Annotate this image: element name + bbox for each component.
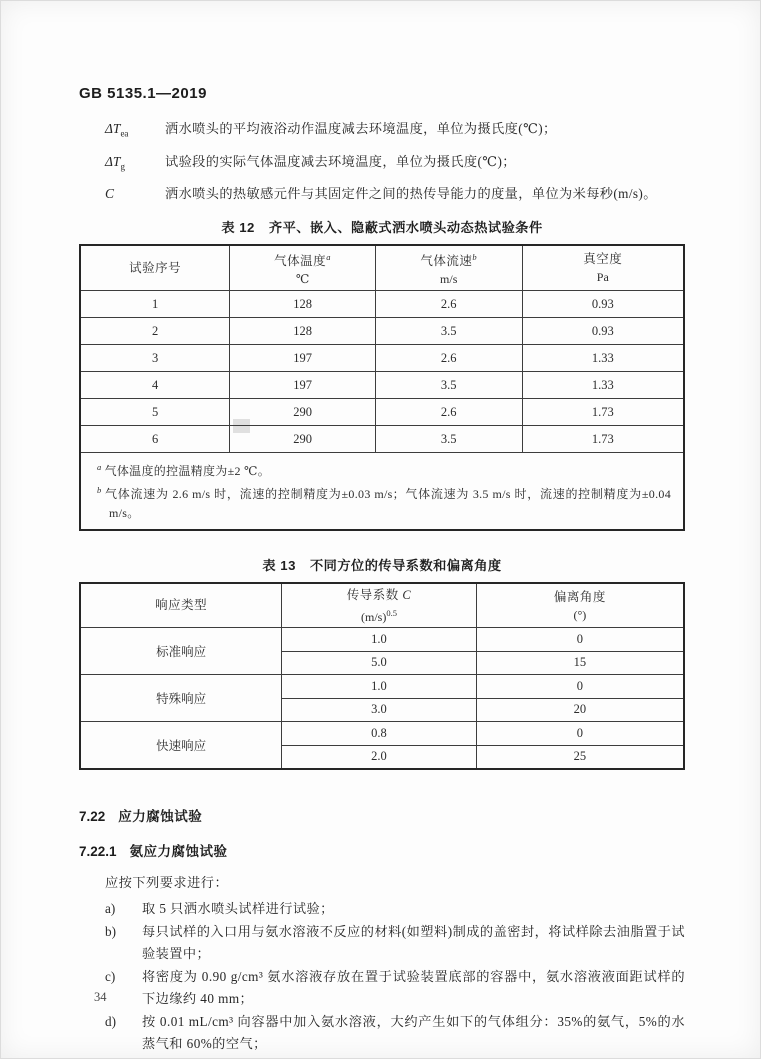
table-13-header-row [80,583,684,628]
column-header-response-type: 响应类型 [80,583,282,628]
column-header-gas-temp: 气体温度$^a$ ℃ [230,245,376,291]
list-item-text: 将密度为 0.90 g/cm³ 氨水溶液存放在置于试验装置底部的容器中，氨水溶液液面距试样的下边缘约 40 mm； [142,968,685,1007]
table-row [80,722,684,746]
cell: 5.0 [282,651,476,675]
cell: 0.93 [522,318,684,345]
column-header-deflection-angle: 偏离角度 (°) [476,583,684,628]
cell: 2 [80,318,230,345]
list-item-marker: b) [105,923,116,939]
cell: 20 [476,698,684,722]
cell: 15 [476,651,684,675]
cell: 6 [80,426,230,453]
table-row [80,399,684,426]
definition-term: $\Delta T_{ea}$ [105,121,129,139]
table-13-caption: 表 13 不同方位的传导系数和偏离角度 [262,558,502,574]
requirement-list [79,898,685,1056]
cell: 3.0 [282,698,476,722]
list-item-text: 取 5 只洒水喷头试样进行试验； [142,901,334,917]
column-header-vacuum: 真空度 Pa [522,245,684,291]
definition-term: C [105,186,115,202]
list-item-text: 每只试样的入口用与氨水溶液不反应的材料(如塑料)制成的盖密封，将试样除去油脂置于试验装置中； [142,923,685,962]
table-row [80,372,684,399]
cell: 5 [80,399,230,426]
table-row [80,318,684,345]
intro-text: 应按下列要求进行： [105,875,229,891]
cell: 128 [230,318,376,345]
cell: 1 [80,291,230,318]
cell: 3.5 [375,426,522,453]
footnote-a: $^a$ 气体温度的控温精度为±2 ℃。 [97,462,271,479]
page-number: 34 [94,990,107,1004]
list-item-marker: d) [105,1013,116,1029]
column-header-conductivity: 传导系数 C $(m/s)^{0.5}$ [282,583,476,628]
definition-row [79,148,685,181]
column-header-gas-velocity: 气体流速$^b$ m/s [375,245,522,291]
cell: 128 [230,291,376,318]
table-row [80,675,684,699]
cell: 1.0 [282,675,476,699]
list-item-marker: a) [105,901,116,917]
list-item [79,966,685,1011]
cell: 3.5 [375,372,522,399]
definition-desc: 试验段的实际气体温度减去环境温度，单位为摄氏度(℃)； [165,153,516,169]
list-item-text: 按 0.01 mL/cm³ 向容器中加入氨水溶液，大约产生如下的气体组分：35%的氨气，5%的水蒸气和 60%的空气； [142,1013,685,1052]
cell: 1.73 [522,399,684,426]
table-row [80,628,684,652]
section-heading-7-22: 7.22 应力腐蚀试验 [79,809,203,825]
definition-row [79,180,685,213]
table-12-footnotes [80,453,684,531]
cell: 3.5 [375,318,522,345]
response-type-cell: 快速响应 [80,722,282,770]
cell: 1.33 [522,345,684,372]
table-12-header-row [80,245,684,291]
list-item [79,921,685,966]
column-header-test-no: 试验序号 [80,245,230,291]
table-12-caption: 表 12 齐平、嵌入、隐蔽式洒水喷头动态热试验条件 [221,220,543,236]
cell: 2.6 [375,291,522,318]
cell: 2.6 [375,399,522,426]
cell: 0.8 [282,722,476,746]
definition-desc: 洒水喷头的平均液浴动作温度减去环境温度，单位为摄氏度(℃)； [165,121,557,136]
cell: 0.93 [522,291,684,318]
cell: 25 [476,745,684,769]
footnote-b: $^b$ 气体流速为 2.6 m/s 时，流速的控制精度为±0.03 m/s；气体流速为 3.5 m/s 时，流速的控制精度为±0.04 m/s。 [97,485,671,521]
cell: 1.33 [522,372,684,399]
cell: 197 [230,372,376,399]
cell: 197 [230,345,376,372]
table-row [80,345,684,372]
cell: 3 [80,345,230,372]
list-item [79,898,685,921]
cell: 1.73 [522,426,684,453]
cell: 290 [230,399,376,426]
list-item [79,1011,685,1056]
definition-desc: 洒水喷头的热敏感元件与其固定件之间的热传导能力的度量，单位为米每秒(m/s)。 [165,186,657,202]
page-content [79,0,685,1056]
list-item-marker: c) [105,968,116,984]
table-row [80,291,684,318]
cell: 290 [230,426,376,453]
cell: 0 [476,675,684,699]
cell: 4 [80,372,230,399]
cell: 2.6 [375,345,522,372]
cell: 2.0 [282,745,476,769]
table-row [80,426,684,453]
cell: 0 [476,628,684,652]
table-12-footnote-row [80,453,684,531]
table-13 [79,582,685,770]
cell: 1.0 [282,628,476,652]
symbol-definitions [79,115,685,213]
cell: 0 [476,722,684,746]
table-12 [79,244,685,531]
response-type-cell: 标准响应 [80,628,282,675]
definition-row [79,115,685,148]
section-heading-7-22-1: 7.22.1 氨应力腐蚀试验 [79,844,228,860]
response-type-cell: 特殊响应 [80,675,282,722]
standard-code-header: GB 5135.1—2019 [79,85,207,102]
definition-term: $\Delta T_g$ [105,153,125,172]
